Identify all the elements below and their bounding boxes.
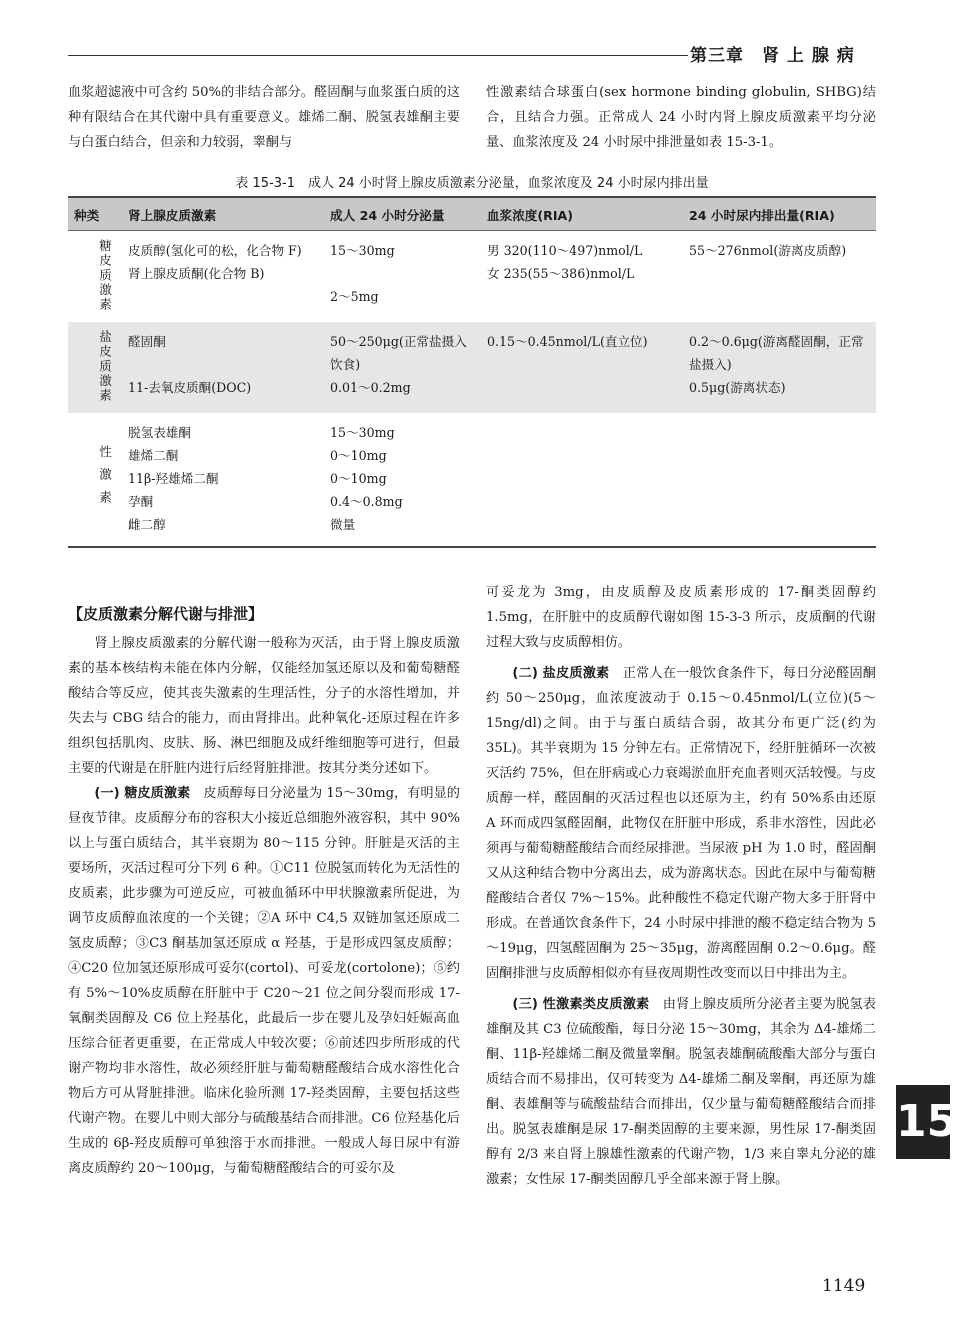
header-plasma: 血浆浓度(RIA)	[481, 197, 683, 231]
hormone-name: 脱氢表雄酮	[128, 425, 191, 440]
secretion-value: 0.4～0.8mg	[330, 494, 403, 509]
glucocorticoid-heading: (一) 糖皮质激素	[94, 786, 191, 801]
sex-hormone-text: 由肾上腺皮质所分泌者主要为脱氢表雄酮及其 C3 位硫酸酯，每日分泌 15～30mg，其余为 Δ4-雄烯二酮、11β-羟雄烯二酮及微量睾酮。脱氢表雄酮硫酸酯大部分与蛋白质结合而不易排出，仅可转变为 Δ4-雄烯二酮及睾酮，再还原为雄酮、表雄酮等与硫酸盐结合而排出，仅少量与葡萄糖醛酸结合而排出。脱氢表雄酮是尿 17-酮类固醇的主要来源，男性尿 17-酮类固醇有 2/3 来自肾上腺雄性激素的代谢产物，1/3 来自睾丸分泌的雄激素；女性尿 17-酮类固醇几乎全部来源于肾上腺。	[486, 997, 876, 1187]
glucocorticoid-paragraph	[68, 781, 460, 1181]
section-intro: 肾上腺皮质激素的分解代谢一般称为灭活，由于肾上腺皮质激素的基本核结构未能在体内分解，仅能经加氢还原以及和葡萄糖醛酸结合等反应，使其丧失激素的生理活性，分子的水溶性增加，并失去与 CBG 结合的能力，而由肾排出。此种氧化-还原过程在许多组织包括肌肉、皮肤、肠、淋巴细胞及成纤维细胞等可进行，但最主要的代谢是在肝脏内进行后经肾脏排泄。按其分类分述如下。	[68, 636, 460, 776]
secretion-value: 15～30mg	[330, 425, 395, 440]
continued-paragraph: 可妥龙为 3mg，由皮质醇及皮质素形成的 17-酮类固醇约 1.5mg，在肝脏中的皮质醇代谢如图 15-3-3 所示，皮质酮的代谢过程大致与皮质醇相仿。	[486, 585, 876, 650]
plasma-cell	[481, 322, 683, 413]
running-header: 第三章 肾 上 腺 病	[690, 46, 855, 66]
intro-left-column	[68, 80, 460, 155]
secretion-value: 50～250μg(正常盐摄入饮食)	[330, 334, 467, 372]
secretion-cell	[324, 413, 481, 547]
category-cell: 糖皮质激素	[97, 239, 112, 312]
hormone-name: 孕酮	[128, 494, 154, 509]
secretion-value: 2～5mg	[330, 289, 379, 304]
mineralocorticoid-text: 正常人在一般饮食条件下，每日分泌醛固酮约 50～250μg，血浓度波动于 0.15～0.45nmol/L(立位)(5～15ng/dl)之间。由于与蛋白质结合弱，故其分布更广泛(约为 35L)。其半衰期为 15 分钟左右。正常情况下，经肝脏循环一次被灭活约 75%，但在肝病或心力衰竭淤血肝充血者则灭活较慢。与皮质醇一样，醛固酮的灭活过程也以还原为主，约有 50%系由还原 A 环而成四氢醛固酮，此物仅在肝脏中形成，系非水溶性，因此必须再与葡萄糖醛酸结合而经尿排泄。当尿液 pH 为 1.0 时，醛固酮又从这种结合物中分离出去，成为游离状态。因此在尿中与葡萄糖醛酸结合者仅 7%～15%。此种酸性不稳定代谢产物大多于肝肾中形成。在普通饮食条件下，24 小时尿中排泄的酸不稳定结合物为 5～19μg，四氢醛固酮为 25～35μg，游离醛固酮 0.2～0.6μg。醛固酮排泄与皮质醇相似亦有昼夜周期性改变而以日中排出为主。	[486, 666, 876, 981]
page-number: 1149	[822, 1276, 866, 1296]
header-urine: 24 小时尿内排出量(RIA)	[683, 197, 876, 231]
urine-cell	[683, 413, 876, 547]
table-row-glucocorticoid	[68, 231, 876, 323]
hormone-name: 11-去氧皮质酮(DOC)	[128, 380, 252, 395]
urine-value: 0.2～0.6μg(游离醛固酮，正常盐摄入)	[689, 334, 864, 372]
urine-value: 0.5μg(游离状态)	[689, 380, 786, 395]
table-row-mineralocorticoid	[68, 322, 876, 413]
hormone-name: 雌二醇	[128, 517, 166, 532]
hormone-cell	[122, 231, 324, 323]
intro-right-paragraph: 性激素结合球蛋白(sex hormone binding globulin, SHBG)结合，且结合力强。正常成人 24 小时内肾上腺皮质激素平均分泌量、血浆浓度及 24 小时尿中排泄量如表 15-3-1。	[486, 85, 876, 150]
table-caption: 表 15-3-1 成人 24 小时肾上腺皮质激素分泌量，血浆浓度及 24 小时尿内排出量	[235, 176, 709, 191]
glucocorticoid-text: 皮质醇每日分泌量为 15～30mg，有明显的昼夜节律。皮质醇分布的容积大小接近总细胞外液容积，其中 90%以上与蛋白质结合，其半衰期为 80～115 分钟。肝脏是灭活的主要场所，灭活过程可分下列 6 种。①C11 位脱氢而转化为无活性的皮质素，此步骤为可逆反应，可被血循环中甲状腺激素所促进，为调节皮质醇血浓度的一个关键；②A 环中 C4,5 双链加氢还原成二氢皮质醇；③C3 酮基加氢还原成 α 羟基，于是形成四氢皮质醇；④C20 位加氢还原形成可妥尔(cortol)、可妥龙(cortolone)；⑤约有 5%～10%皮质醇在肝脏中于 C20～21 位之间分裂而形成 17-氧酮类固醇及 C6 位上羟基化，此最后一步在婴儿及孕妇妊娠高血压综合征者更重要，在正常成人中较次要；⑥前述四步所形成的代谢产物均非水溶性，故必须经肝脏与葡萄糖醛酸结合成水溶性化合物后方可从肾脏排泄。临床化验所测 17-羟类固醇，主要包括这些代谢产物。在婴儿中则大部分与硫酸基结合而排泄。C6 位羟基化后生成的 6β-羟皮质醇可单独溶于水而排泄。一般成人每日尿中有游离皮质醇约 20～100μg，与葡萄糖醛酸结合的可妥尔及	[68, 786, 460, 1176]
body-left-column	[68, 596, 460, 1181]
mineralocorticoid-paragraph	[486, 661, 876, 986]
header-secretion: 成人 24 小时分泌量	[324, 197, 481, 231]
secretion-cell	[324, 322, 481, 413]
table-header-row	[68, 197, 876, 231]
body-right-column	[486, 580, 876, 1192]
plasma-cell	[481, 231, 683, 323]
secretion-value: 微量	[330, 517, 356, 532]
hormone-name: 肾上腺皮质酮(化合物 B)	[128, 266, 265, 281]
urine-cell	[683, 322, 876, 413]
secretion-value: 0～10mg	[330, 471, 387, 486]
secretion-cell	[324, 231, 481, 323]
section-title: 【皮质激素分解代谢与排泄】	[68, 605, 264, 623]
hormone-table	[68, 196, 876, 548]
intro-right-column	[486, 80, 876, 155]
category-cell: 盐皮质激素	[68, 322, 122, 413]
sex-hormone-paragraph	[486, 992, 876, 1192]
hormone-cell	[122, 322, 324, 413]
secretion-value: 0～10mg	[330, 448, 387, 463]
category-cell: 性激素	[68, 413, 122, 547]
table-row-sex-hormone	[68, 413, 876, 547]
plasma-value: 女 235(55～386)nmol/L	[487, 266, 635, 281]
urine-cell	[683, 231, 876, 323]
secretion-value: 0.01～0.2mg	[330, 380, 411, 395]
hormone-name: 11β-羟雄烯二酮	[128, 471, 219, 486]
hormone-cell	[122, 413, 324, 547]
hormone-name: 醛固酮	[128, 334, 166, 349]
sex-hormone-heading: (三) 性激素类皮质激素	[512, 997, 650, 1012]
plasma-value: 男 320(110～497)nmol/L	[487, 243, 643, 258]
chapter-tab: 15	[896, 1085, 950, 1159]
secretion-value: 15～30mg	[330, 243, 395, 258]
intro-left-paragraph: 血浆超滤液中可含约 50%的非结合部分。醛固酮与血浆蛋白质的这种有限结合在其代谢中具有重要意义。雄烯二酮、脱氢表雄酮主要与白蛋白结合，但亲和力较弱，睾酮与	[68, 85, 460, 150]
plasma-cell	[481, 413, 683, 547]
hormone-name: 皮质醇(氢化可的松，化合物 F)	[128, 243, 302, 258]
hormone-name: 雄烯二酮	[128, 448, 179, 463]
header-category: 种类	[68, 197, 122, 231]
header-hormone: 肾上腺皮质激素	[122, 197, 324, 231]
header-rule	[68, 55, 688, 56]
mineralocorticoid-heading: (二) 盐皮质激素	[512, 666, 610, 681]
plasma-value: 0.15～0.45nmol/L(直立位)	[487, 334, 648, 349]
urine-value: 55～276nmol(游离皮质醇)	[689, 243, 847, 258]
